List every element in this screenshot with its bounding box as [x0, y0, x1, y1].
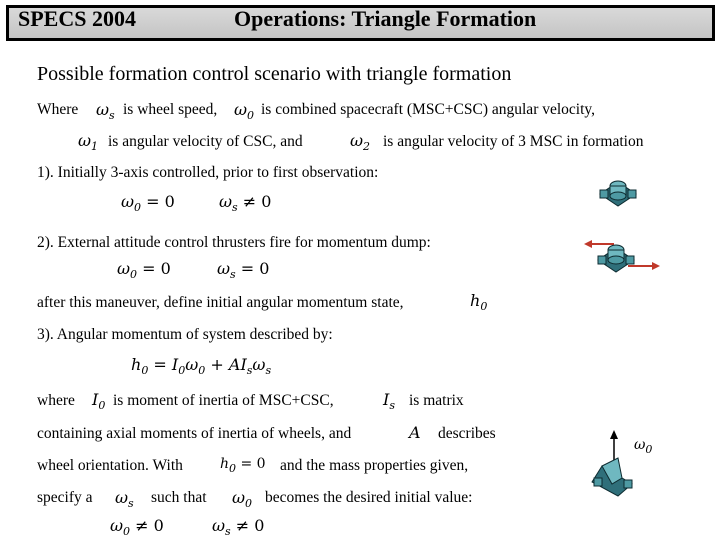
omega-s-symbol: $\omega_s$ [96, 100, 115, 123]
where-label: Where [37, 101, 79, 118]
omega-0-symbol: $\omega_0$ [234, 100, 255, 123]
msc-velocity-text: is angular velocity of 3 MSC in formation [383, 133, 644, 150]
spacecraft-thruster-icon [582, 236, 662, 274]
containing-text: containing axial moments of inertia of wheels, and [37, 425, 352, 442]
step-2-equation-omega0: $\omega_0 = 0$ [117, 259, 171, 282]
specify-text: specify a [37, 489, 93, 506]
I0-symbol: $I_0$ [92, 390, 106, 413]
step-2-text: 2). External attitude control thrusters fire for momentum dump: [37, 234, 431, 251]
spacecraft-axis-icon [588, 428, 638, 498]
momentum-equation: $h_0 = I_0\omega_0 + AI_s\omega_s$ [131, 355, 272, 378]
spacecraft-icon [598, 172, 638, 208]
step-2-equation-omegas: $\omega_s = 0$ [217, 259, 270, 282]
slide-heading: Possible formation control scenario with triangle formation [37, 63, 512, 85]
csc-velocity-text: is angular velocity of CSC, and [108, 133, 303, 150]
final-equation-omega0: $\omega_0 \ne 0$ [110, 516, 164, 539]
after-maneuver-text: after this maneuver, define initial angular momentum state, [37, 294, 404, 311]
step-1-equation-omegas: $\omega_s \ne 0$ [219, 192, 272, 215]
omega-s-symbol-2: $\omega_s$ [115, 488, 134, 511]
omega-2-symbol: $\omega_2$ [350, 131, 371, 154]
omega-0-symbol-2: $\omega_0$ [232, 488, 253, 511]
wheel-speed-text: is wheel speed, [123, 101, 218, 118]
wheel-orientation-text: wheel orientation. With [37, 457, 183, 474]
omega-1-symbol: $\omega_1$ [78, 131, 99, 154]
page-title: Operations: Triangle Formation [234, 6, 537, 31]
is-matrix-text: is matrix [409, 392, 464, 409]
h0-equals-zero: $h_0 = 0$ [220, 456, 266, 475]
describes-text: describes [438, 425, 496, 442]
step-1-equation-omega0: $\omega_0 = 0$ [121, 192, 175, 215]
omega-0-axis-label: $\omega_0$ [634, 437, 653, 456]
A-symbol: A [409, 423, 421, 442]
final-equation-omegas: $\omega_s \ne 0$ [212, 516, 265, 539]
header-left-title: SPECS 2004 [18, 6, 136, 31]
combined-velocity-text: is combined spacecraft (MSC+CSC) angular velocity, [261, 101, 596, 118]
mass-properties-text: and the mass properties given, [280, 457, 469, 474]
inertia-text: is moment of inertia of MSC+CSC, [113, 392, 334, 409]
where-label-2: where [37, 392, 75, 409]
h0-symbol: $h_0$ [470, 291, 488, 314]
desired-value-text: becomes the desired initial value: [265, 489, 473, 506]
step-1-text: 1). Initially 3-axis controlled, prior to first observation: [37, 164, 379, 181]
such-that-text: such that [151, 489, 207, 506]
step-3-text: 3). Angular momentum of system described by: [37, 326, 333, 343]
Is-symbol: $I_s$ [383, 390, 395, 413]
